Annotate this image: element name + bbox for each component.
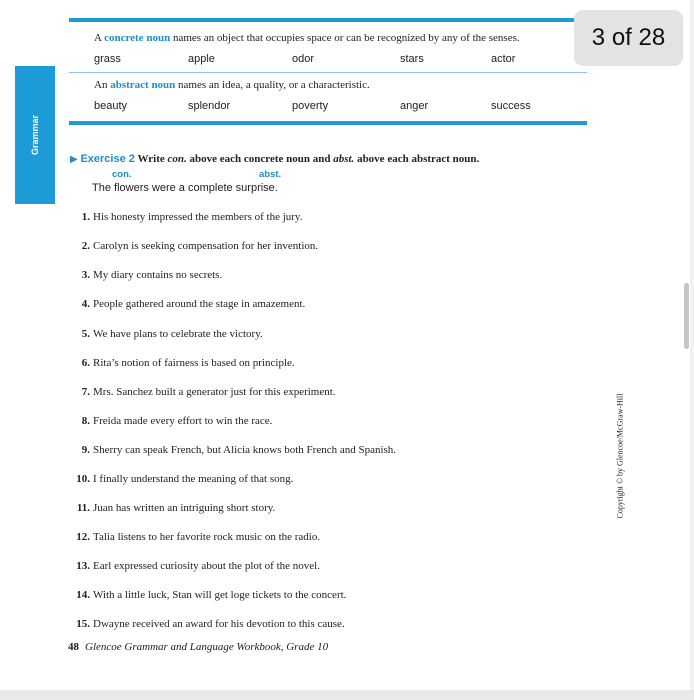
example-word: apple: [188, 53, 215, 65]
viewer-bottom-bar: [0, 690, 694, 700]
copyright-notice: Copyright © by Glencoe/McGraw-Hill: [615, 393, 625, 519]
viewer-edge: [690, 0, 694, 700]
example-word: beauty: [94, 100, 128, 112]
exercise-item: 15. Dwayne received an award for his devotion to this cause.: [76, 618, 345, 630]
page-number: 48: [68, 641, 79, 653]
top-rule: [69, 18, 587, 22]
definition-text: names an object that occupies space or can be recognized by any of the senses.: [170, 32, 520, 44]
example-sentence: The flowers were a complete surprise.: [92, 182, 278, 194]
con-term: con.: [167, 153, 187, 165]
page-counter: 3 of 28: [574, 10, 683, 66]
concrete-examples: [94, 53, 554, 67]
example-word: grass: [94, 53, 121, 65]
exercise-item: 1. His honesty impressed the members of the jury.: [81, 211, 303, 223]
section-side-tab: [15, 66, 55, 204]
book-title: Glencoe Grammar and Language Workbook, Grade 10: [85, 641, 329, 653]
abstract-noun-definition: [94, 79, 370, 91]
concrete-noun-term: concrete noun: [104, 32, 171, 44]
side-tab-label: Grammar: [30, 114, 40, 156]
definition-prefix: An: [94, 79, 111, 91]
concrete-noun-definition: [94, 32, 520, 44]
example-word: success: [491, 100, 531, 112]
scrollbar-thumb[interactable]: [684, 283, 689, 349]
definition-text: names an idea, a quality, or a characteristic.: [175, 79, 370, 91]
triangle-bullet-icon: ▶: [70, 154, 78, 165]
exercise-label: Exercise 2: [80, 153, 135, 165]
exercise-item: 2. Carolyn is seeking compensation for her invention.: [81, 240, 319, 252]
abstract-examples: [94, 100, 554, 114]
exercise-item: 10. I finally understand the meaning of that song.: [76, 473, 294, 485]
exercise-item: 6. Rita’s notion of fairness is based on principle.: [81, 357, 295, 369]
exercise-item: 14. With a little luck, Stan will get loge tickets to the concert.: [76, 589, 347, 601]
example-word: actor: [491, 53, 516, 65]
abst-term: abst.: [333, 153, 355, 165]
exercise-item: 9. Sherry can speak French, but Alicia knows both French and Spanish.: [81, 444, 397, 456]
definition-prefix: A: [94, 32, 105, 44]
exercise-item: 4. People gathered around the stage in amazement.: [81, 298, 306, 310]
exercise-item: 5. We have plans to celebrate the victory.: [81, 328, 263, 340]
abstract-noun-term: abstract noun: [110, 79, 176, 91]
exercise-item: 13. Earl expressed curiosity about the plot of the novel.: [76, 560, 320, 572]
bottom-rule: [69, 121, 587, 125]
exercise-item: 3. My diary contains no secrets.: [81, 269, 223, 281]
example-word: anger: [400, 100, 429, 112]
example-tag-abst: abst.: [259, 169, 282, 180]
instruction-text: Write con. above each concrete noun and abst. above each abstract noun.: [137, 153, 480, 165]
example-word: stars: [400, 53, 424, 65]
example-tag-con: con.: [112, 169, 132, 180]
exercise-heading: [70, 153, 479, 165]
example-word: poverty: [292, 100, 329, 112]
exercise-item: 12. Talia listens to her favorite rock music on the radio.: [76, 531, 321, 543]
divider: [69, 72, 587, 73]
exercise-item: 11. Juan has written an intriguing short story.: [76, 502, 276, 514]
page-footer: [68, 641, 328, 653]
example-word: odor: [292, 53, 315, 65]
example-word: splendor: [188, 100, 231, 112]
exercise-item: 8. Freida made every effort to win the race.: [81, 415, 273, 427]
exercise-item: 7. Mrs. Sanchez built a generator just for this experiment.: [81, 386, 336, 398]
